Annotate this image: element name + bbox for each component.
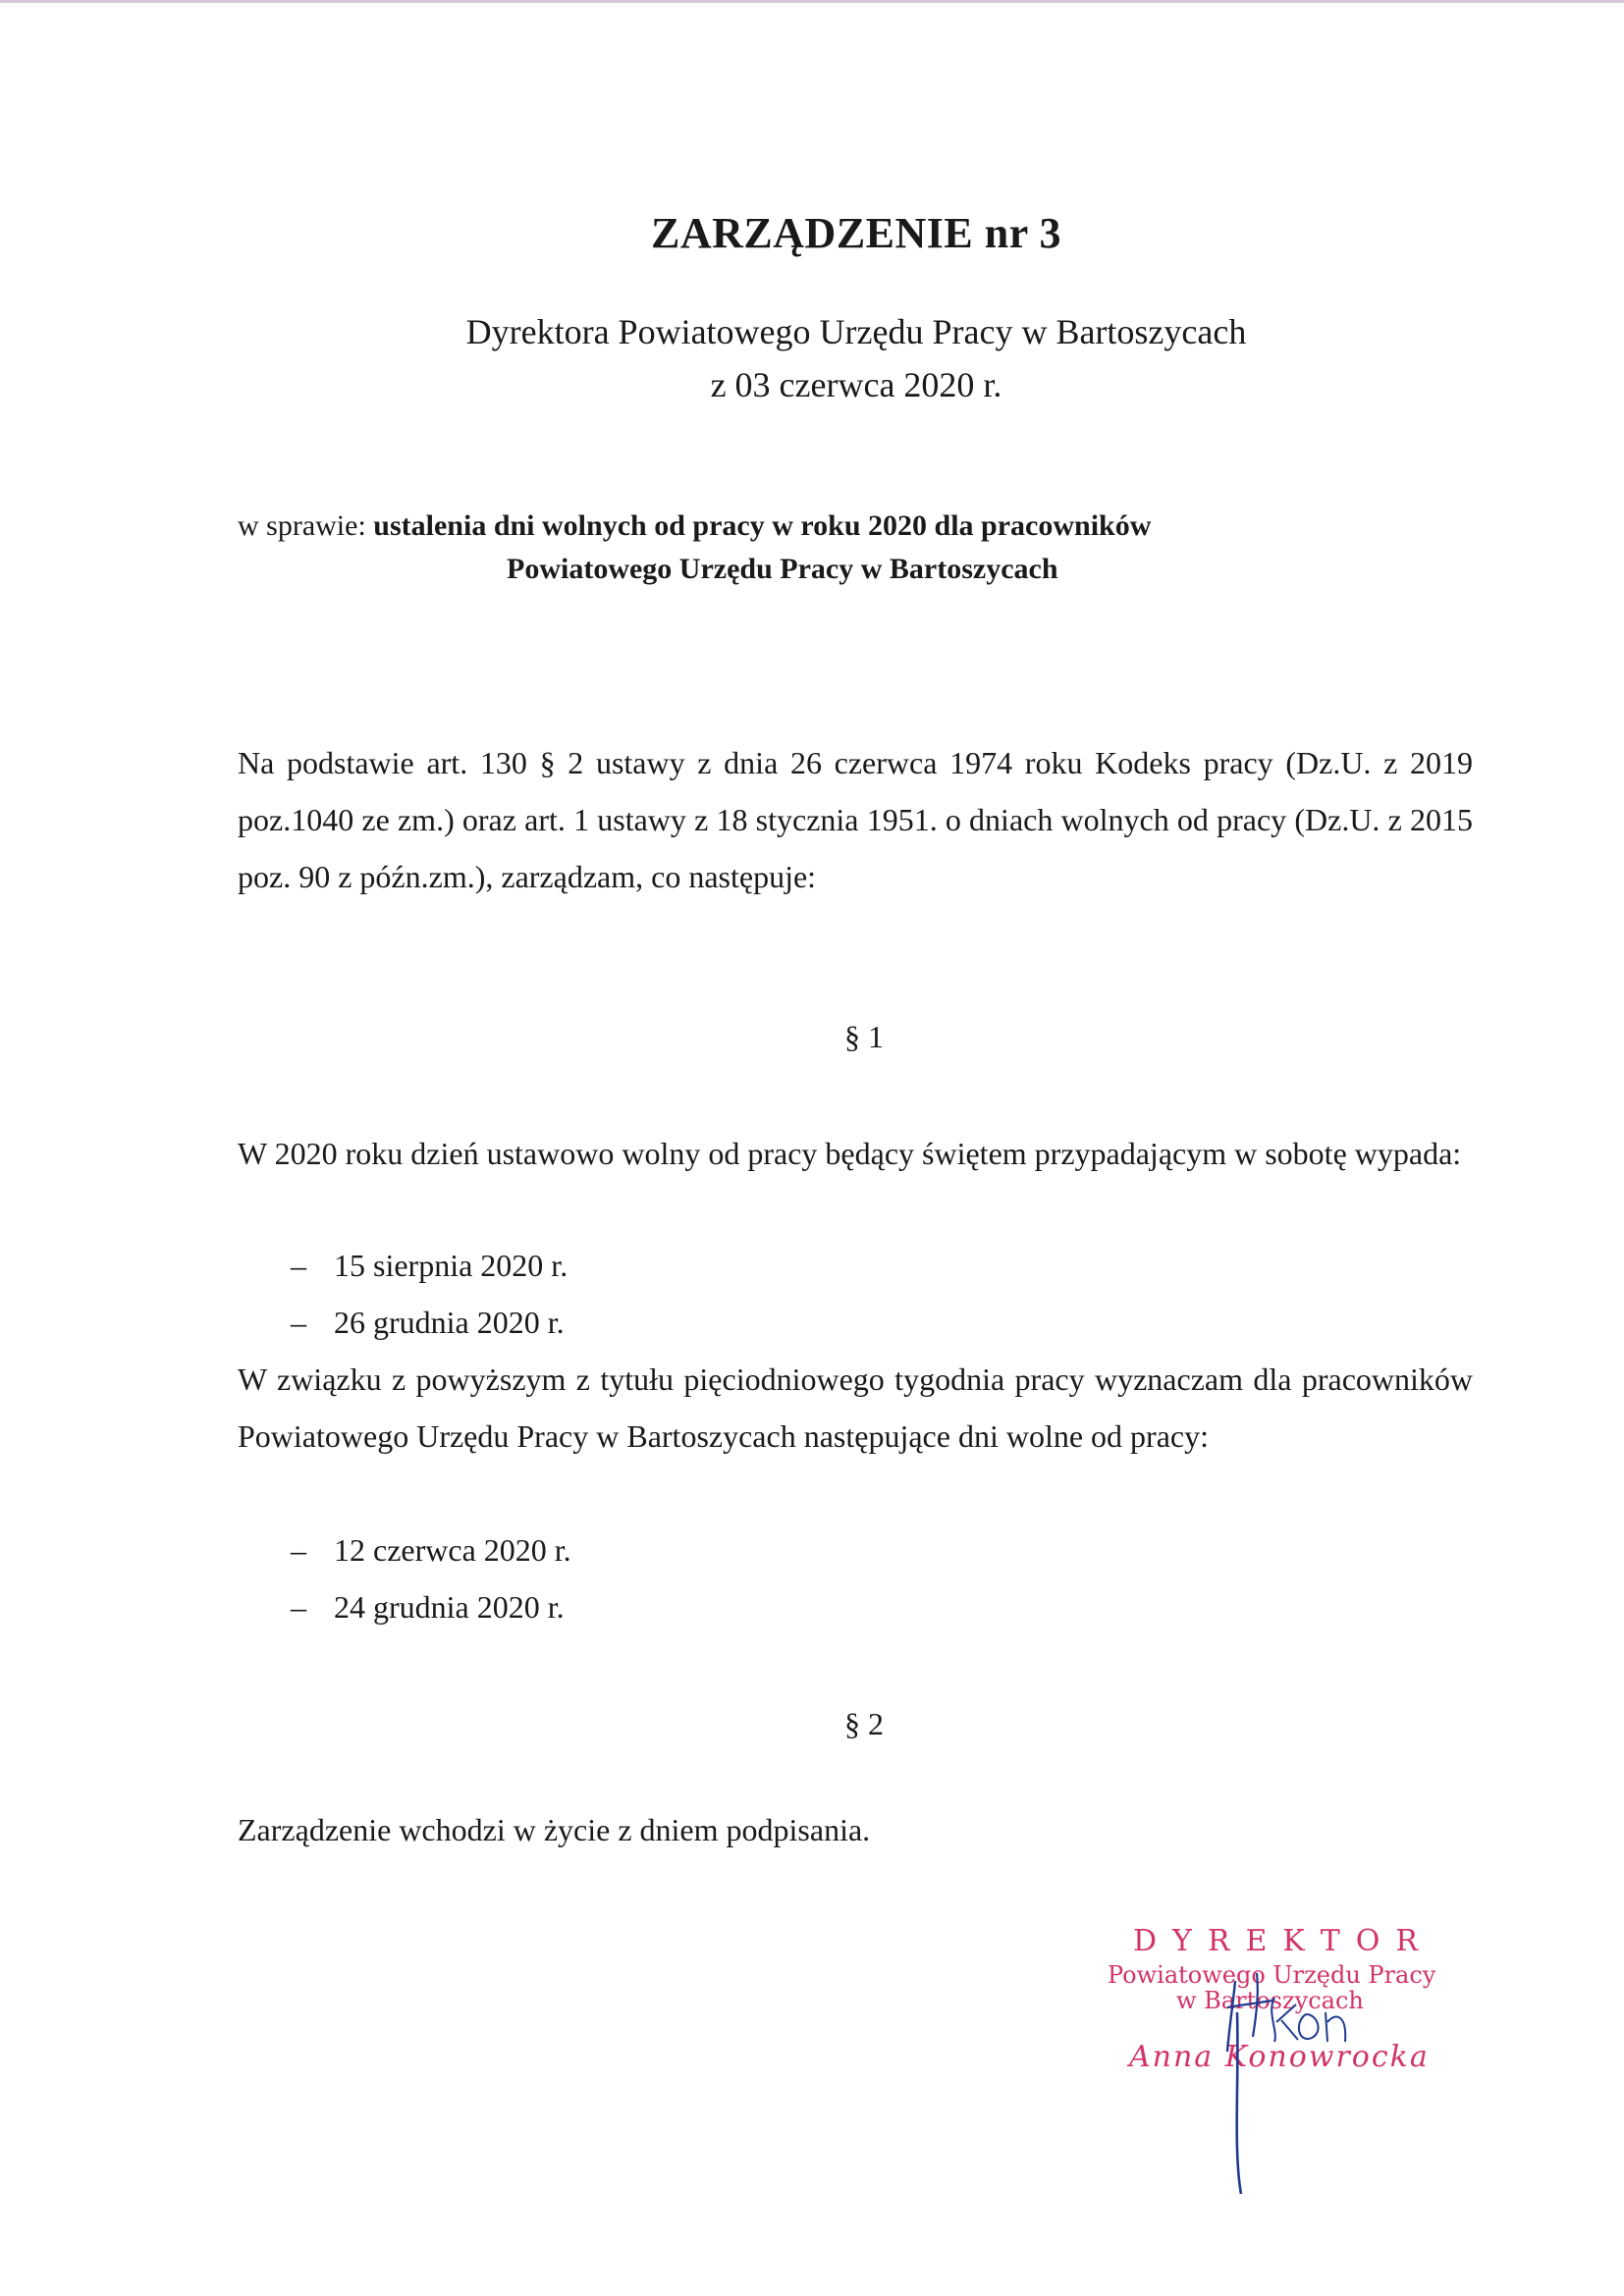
section-1-middle: W związku z powyższym z tytułu pięciodniowego tygodnia pracy wyznaczam dla pracowników Powiatowego Urzędu Pracy w Bartoszycach następujące dni wolne od pracy: bbox=[238, 1362, 1473, 1454]
list-dash: – bbox=[291, 1305, 306, 1340]
days-off-list bbox=[291, 1522, 571, 1635]
stamp-office: Powiatowego Urzędu Pracy bbox=[1108, 1961, 1436, 1989]
regarding-block bbox=[238, 505, 1151, 591]
stamp-name: Anna Konowrocka bbox=[1129, 2040, 1430, 2074]
list-item bbox=[291, 1522, 571, 1578]
section-1-intro: W 2020 roku dzień ustawowo wolny od pracy będący świętem przypadającym w sobotę wypada: bbox=[238, 1136, 1462, 1171]
day-off-date: 24 grudnia 2020 r. bbox=[334, 1589, 565, 1625]
day-off-date: 12 czerwca 2020 r. bbox=[334, 1532, 571, 1568]
holiday-list bbox=[291, 1237, 568, 1351]
holiday-date: 26 grudnia 2020 r. bbox=[334, 1305, 565, 1340]
holiday-date: 15 sierpnia 2020 r. bbox=[334, 1248, 568, 1283]
handwritten-signature bbox=[1159, 1953, 1414, 2199]
document-issuer: Dyrektora Powiatowego Urzędu Pracy w Bartoszycach bbox=[465, 312, 1247, 351]
document-title: ZARZĄDZENIE nr 3 bbox=[651, 209, 1061, 257]
document-date: z 03 czerwca 2020 r. bbox=[710, 365, 1002, 404]
list-dash: – bbox=[291, 1532, 306, 1568]
page-top-edge bbox=[0, 0, 1624, 3]
list-item bbox=[291, 1294, 568, 1351]
list-dash: – bbox=[291, 1589, 306, 1625]
list-item bbox=[291, 1578, 571, 1635]
section-2-heading: § 2 bbox=[844, 1706, 884, 1741]
section-2-text: Zarządzenie wchodzi w życie z dniem podpisania. bbox=[238, 1812, 871, 1847]
regarding-subject-line1: ustalenia dni wolnych od pracy w roku 2020 dla pracowników bbox=[373, 509, 1152, 542]
regarding-label: w sprawie: bbox=[238, 509, 366, 542]
regarding-subject-line2: Powiatowego Urzędu Pracy w Bartoszycach bbox=[507, 553, 1058, 585]
stamp-title: DYREKTOR bbox=[1133, 1924, 1434, 1958]
stamp-city: w Bartoszycach bbox=[1176, 1987, 1364, 2014]
list-item bbox=[291, 1237, 568, 1294]
list-dash: – bbox=[291, 1248, 306, 1283]
legal-basis-paragraph: Na podstawie art. 130 § 2 ustawy z dnia 26 czerwca 1974 roku Kodeks pracy (Dz.U. z 2019 poz.1040 ze zm.) oraz art. 1 ustawy z 18 stycznia 1951. o dniach wolnych od pracy (Dz.U. z 2015 poz. 90 z późn.zm.), zarządzam, co następuje: bbox=[238, 745, 1473, 894]
section-1-heading: § 1 bbox=[844, 1019, 884, 1054]
